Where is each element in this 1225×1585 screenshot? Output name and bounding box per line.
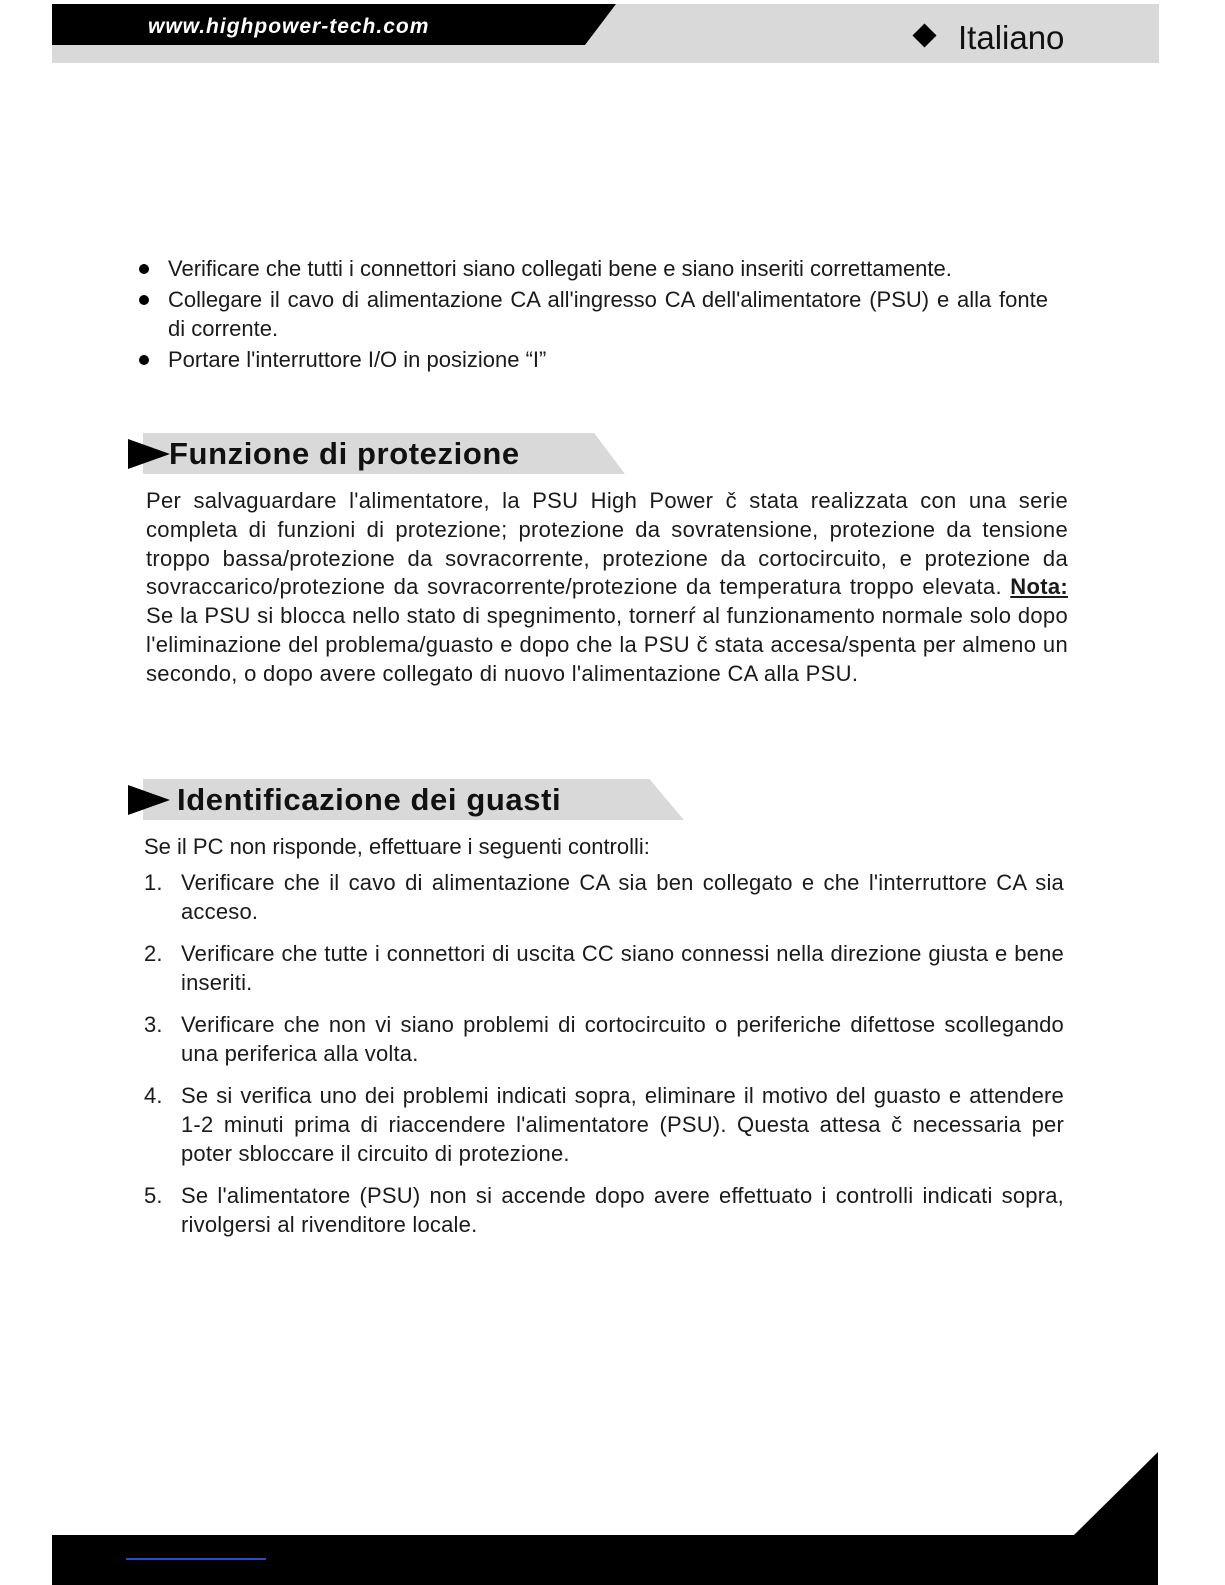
footer-accent-line — [126, 1558, 266, 1560]
step-number: 1. — [144, 870, 163, 895]
list-item — [136, 285, 1048, 343]
paragraph-text: Se la PSU si blocca nello stato di spegnimento, tornerŕ al funzionamento normale solo dopo l'eliminazione del problema/guasto e dopo che la PSU č stata accesa/spenta per almeno un secondo, o dopo avere collegato di nuovo l'alimentazione CA alla PSU. — [146, 603, 1068, 686]
language-label: Italiano — [958, 19, 1065, 56]
corner-triangle-decoration — [1073, 1452, 1158, 1536]
website-url: www.highpower-tech.com — [148, 15, 430, 38]
bullet-icon — [139, 264, 149, 274]
step-number: 3. — [144, 1012, 163, 1037]
step-number: 4. — [144, 1083, 163, 1108]
step-text: Se si verifica uno dei problemi indicati sopra, eliminare il motivo del guasto e attendere 1-2 minuti prima di riaccendere l'alimentatore (PSU). Questa attesa č necessaria per poter sbloccare il circuito di protezione. — [181, 1083, 1064, 1166]
section-title: Identificazione dei guasti — [177, 782, 562, 817]
bullet-icon — [139, 295, 149, 305]
protection-paragraph — [146, 487, 1068, 689]
step-text: Verificare che tutte i connettori di uscita CC siano connessi nella direzione giusta e bene inseriti. — [181, 941, 1064, 995]
bullet-text: Portare l'interruttore I/O in posizione “I” — [168, 347, 547, 372]
list-item — [144, 939, 1064, 997]
bullet-text: Verificare che tutti i connettori siano collegati bene e siano inseriti correttamente. — [168, 256, 952, 281]
protection-heading — [128, 433, 648, 474]
troubleshooting-heading — [128, 779, 688, 820]
list-item — [144, 1010, 1064, 1068]
steps-list — [144, 868, 1064, 1252]
troubleshooting-intro: Se il PC non risponde, effettuare i seguenti controlli: — [144, 834, 650, 859]
step-number: 5. — [144, 1183, 163, 1208]
step-text: Se l'alimentatore (PSU) non si accende dopo avere effettuato i controlli indicati sopra, rivolgersi al rivenditore locale. — [181, 1183, 1064, 1237]
bullet-icon — [139, 355, 149, 365]
bullet-list — [136, 254, 1048, 376]
list-item — [136, 345, 1048, 374]
list-item — [144, 1081, 1064, 1168]
list-item — [144, 1181, 1064, 1239]
note-label: Nota: — [1010, 574, 1068, 600]
list-item — [136, 254, 1048, 283]
footer-bar — [52, 1535, 1158, 1585]
step-text: Verificare che non vi siano problemi di cortocircuito o periferiche difettose scollegando una periferica alla volta. — [181, 1012, 1064, 1066]
step-text: Verificare che il cavo di alimentazione CA sia ben collegato e che l'interruttore CA sia acceso. — [181, 870, 1064, 924]
step-number: 2. — [144, 941, 163, 966]
section-title: Funzione di protezione — [169, 436, 520, 471]
list-item — [144, 868, 1064, 926]
paragraph-text: Per salvaguardare l'alimentatore, la PSU High Power č stata realizzata con una serie completa di funzioni di protezione; protezione da sovratensione, protezione da tensione troppo bassa/protezione da sovracorrente, protezione da cortocircuito, e protezione da sovraccarico/protezione da sovracorrente/protezione da temperatura troppo elevata. — [146, 488, 1068, 600]
bullet-text: Collegare il cavo di alimentazione CA all'ingresso CA dell'alimentatore (PSU) e alla fonte di corrente. — [168, 287, 1048, 341]
